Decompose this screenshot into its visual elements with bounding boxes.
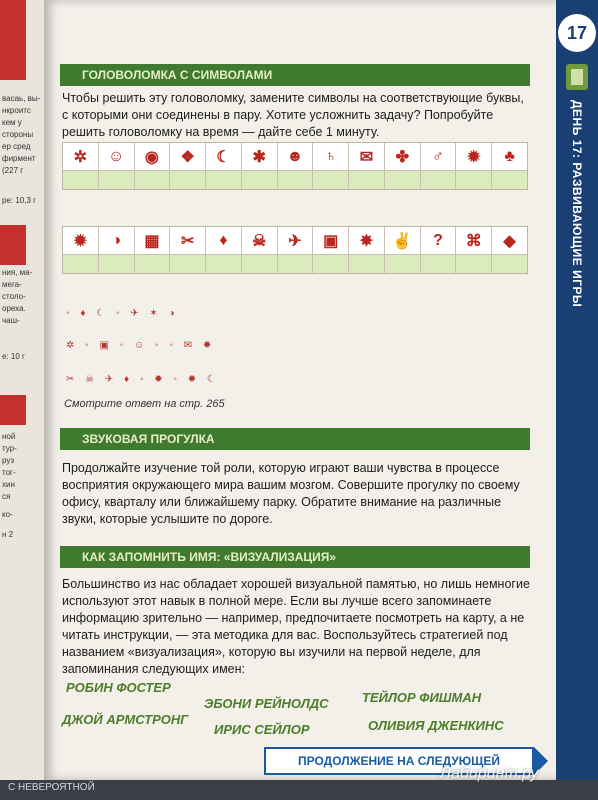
bottom-strip [0,780,598,800]
symbol-cell: ✲ [63,143,99,170]
left-red-bar [0,225,26,265]
symbol-cell: ✈ [278,227,314,254]
side-title: ДЕНЬ 17: РАЗВИВАЮЩИЕ ИГРЫ [570,100,584,308]
answer-cell[interactable] [278,170,314,189]
answer-cell[interactable] [135,170,171,189]
puzzle-intro: Чтобы решить эту головоломку, замените символы на соответствующие буквы, с которыми они соединены в пару. Хотите усложнить задачу? Попробуйте решить головоломку на время — дайте себе 1 минуту. [62,91,524,139]
left-page-fragment: руз [2,456,15,465]
left-page-fragment: тог- [2,468,16,477]
left-page-edge [0,0,44,800]
symbol-cell: ☺ [99,143,135,170]
symbol-cell: ♂ [421,143,457,170]
code-line-3: ✂ ☠ ✈ ♦ ◦ ✹ ◦ ✹ ☾ [66,374,220,385]
symbol-cell: ☠ [242,227,278,254]
answer-cell[interactable] [313,170,349,189]
walk-text: Продолжайте изучение той роли, которую играют ваши чувства в процессе восприятия окружающего мира вашим мозгом. Совершите прогулку по своему офису, кварталу или ближайшему парку. Обратите внимание на различные звуки, которые услышите по дороге. [62,461,520,526]
code-line-1: ◦ ♦ ☾ ◦ ✈ ✶ ◑ [66,308,179,319]
names-header: КАК ЗАПОМНИТЬ ИМЯ: «ВИЗУАЛИЗАЦИЯ» [60,546,530,568]
symbol-grid-1 [62,142,528,190]
answer-cell[interactable] [421,170,457,189]
left-page-fragment: ся [2,492,11,501]
left-page-fragment: е: 10 г [2,352,25,361]
names-text: Большинство из нас обладает хорошей визуальной памятью, но лишь немногие используют этот навык в полной мере. Если вы лучше всего запоминаете информацию зрительно — например, предпочитаете посмотреть на карту, а не читать инструкции, — эта методика для вас. Воспользуйтесь стратегией под названием «визуализация», которую вы изучили на первой неделе, для запоминания следующих имен: [62,577,530,676]
puzzle-header: ГОЛОВОЛОМКА С СИМВОЛАМИ [60,64,530,86]
left-page-fragment: кем у [2,118,22,127]
left-page-fragment: мега- [2,280,22,289]
left-page-fragment: стороны [2,130,34,139]
answer-cell[interactable] [63,170,99,189]
left-page-fragment: (227 г [2,166,24,175]
symbol-cell: ♄ [313,143,349,170]
left-page-fragment: ре: 10,3 г [2,196,37,205]
symbol-cell: ✸ [349,227,385,254]
left-page-fragment: ер сред [2,142,31,151]
symbol-cell: ? [421,227,457,254]
left-page-fragment: н 2 [2,530,14,539]
left-page-fragment: ореха. [2,304,26,313]
walk-header: ЗВУКОВАЯ ПРОГУЛКА [60,428,530,450]
answer-cell[interactable] [63,254,99,273]
name-5: ИРИС СЕЙЛОР [214,722,310,737]
left-page-fragment: васаь, вы- [2,94,41,103]
answer-cell[interactable] [99,170,135,189]
answer-cell[interactable] [349,170,385,189]
book-page [44,0,598,780]
answer-cell[interactable] [349,254,385,273]
answer-cell[interactable] [170,254,206,273]
name-3: ТЕЙЛОР ФИШМАН [362,690,482,705]
watermark: Лабиринт.ру [440,765,539,782]
answer-cell[interactable] [456,170,492,189]
symbol-cell: ♦ [206,227,242,254]
next-page-link[interactable]: ПРОДОЛЖЕНИЕ НА СЛЕДУЮЩЕЙ [264,747,534,775]
answer-cell[interactable] [242,170,278,189]
symbol-cell: ▣ [313,227,349,254]
symbol-grid-2 [62,226,528,274]
symbol-cell: ✂ [170,227,206,254]
symbol-cell: ◆ [503,232,516,250]
book-icon [566,64,588,90]
bottom-tab-label: С НЕВЕРОЯТНОЙ [8,782,95,793]
day-number-badge: 17 [558,14,596,52]
left-page-fragment: чаш- [2,316,20,325]
left-page-fragment: столо- [2,292,26,301]
answer-cell[interactable] [492,254,527,273]
left-page-fragment: тур- [2,444,17,453]
answer-cell[interactable] [206,254,242,273]
answer-cell[interactable] [99,254,135,273]
side-tab [556,0,598,780]
answer-cell[interactable] [278,254,314,273]
answer-cell[interactable] [170,170,206,189]
symbol-cell: ✹ [63,227,99,254]
symbol-cell: ❖ [170,143,206,170]
symbol-cell: ✹ [456,143,492,170]
answer-cell[interactable] [492,170,527,189]
left-page-fragment: нкроитс [2,106,31,115]
answer-note: Смотрите ответ на стр. 265 [64,398,225,410]
left-page-fragment: хин [2,480,15,489]
left-page-fragment: ной [2,432,16,441]
symbol-cell: ✉ [349,143,385,170]
left-red-bar [0,0,26,80]
symbol-cell: ▦ [135,227,171,254]
answer-cell[interactable] [206,170,242,189]
answer-cell[interactable] [385,170,421,189]
symbol-cell: ✱ [242,143,278,170]
symbol-cell: ☻ [278,143,314,170]
symbol-cell: ☾ [206,143,242,170]
left-page-fragment: ния, ма- [2,268,33,277]
answer-cell[interactable] [242,254,278,273]
name-2: ЭБОНИ РЕЙНОЛДС [204,696,329,711]
code-line-2: ✲ ◦ ▣ ◦ ☺ ◦ ◦ ✉ ✹ [66,340,216,351]
name-1: РОБИН ФОСТЕР [66,680,171,695]
symbol-cell: ◑ [99,227,135,254]
symbol-cell: ♣ [504,147,515,165]
left-red-bar [0,395,26,425]
answer-cell[interactable] [456,254,492,273]
name-4: ДЖОЙ АРМСТРОНГ [62,712,189,727]
symbol-cell: ◉ [135,143,171,170]
symbol-cell: ✌ [385,227,421,254]
answer-cell[interactable] [313,254,349,273]
answer-cell[interactable] [385,254,421,273]
left-page-fragment: ко- [2,510,13,519]
answer-cell[interactable] [135,254,171,273]
left-page-fragment: фирмент [2,154,36,163]
name-6: ОЛИВИЯ ДЖЕНКИНС [368,718,504,733]
symbol-cell: ✤ [385,143,421,170]
answer-cell[interactable] [421,254,457,273]
symbol-cell: ⌘ [456,227,492,254]
